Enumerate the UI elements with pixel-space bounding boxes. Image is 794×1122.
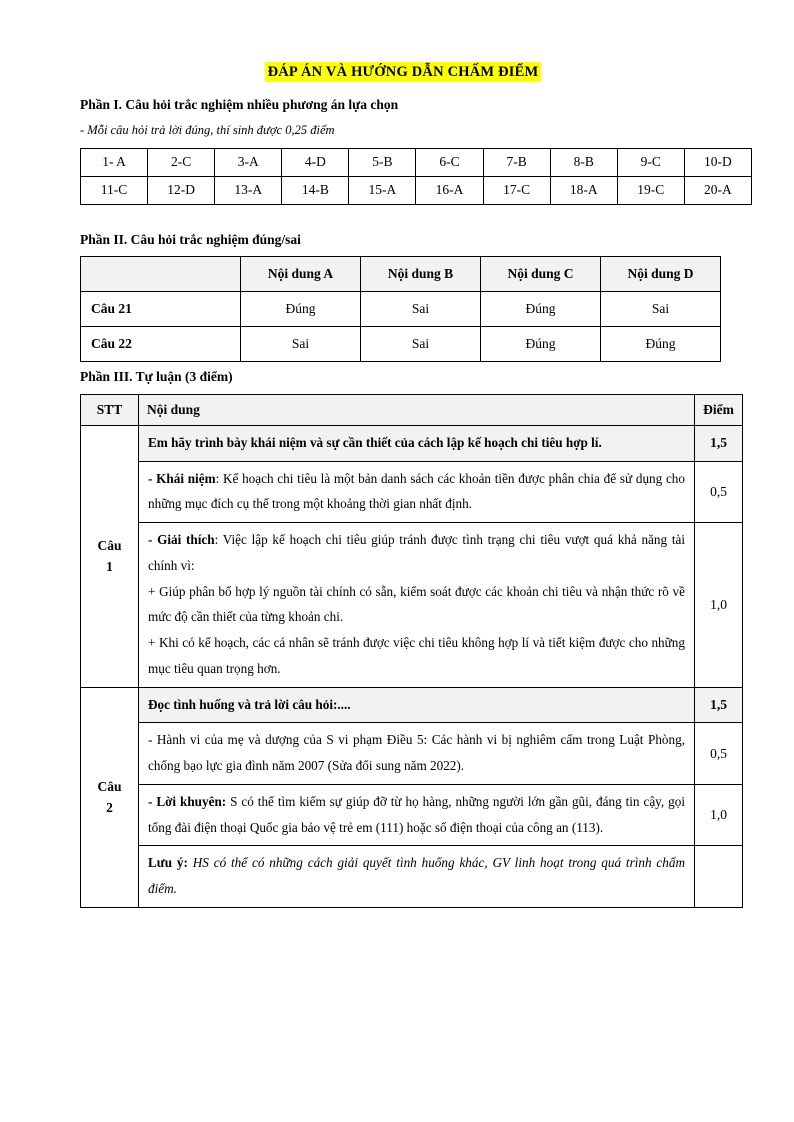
part3-rubric-table: [80, 394, 743, 908]
truefalse-cell: Sai: [241, 327, 361, 362]
answer-bullet-1: + Giúp phân bổ hợp lý nguồn tài chính có sẵn, kiểm soát được các khoản chi tiêu và nhận thức rõ về mức độ cần thiết của từng khoản chi.: [148, 583, 685, 625]
column-header-noi-dung-a: Nội dung A: [241, 257, 361, 292]
note-luu-y: [139, 846, 695, 907]
truefalse-cell: Sai: [361, 327, 481, 362]
truefalse-cell: Đúng: [241, 292, 361, 327]
column-header-noi-dung: Nội dung: [139, 395, 695, 426]
stt-label-line1: Câu: [97, 537, 122, 553]
column-header-diem: Điểm: [695, 395, 743, 426]
answer-cell: 2-C: [148, 148, 215, 176]
answer-cell: 17-C: [483, 176, 550, 204]
answer-paragraph: [148, 466, 685, 517]
answer-cell: 6-C: [416, 148, 483, 176]
answer-cell: 5-B: [349, 148, 416, 176]
table-row: [81, 327, 721, 362]
table-row: [81, 723, 743, 784]
answer-khai-niem: [139, 461, 695, 522]
answer-text-loi-khuyen: S có thể tìm kiếm sự giúp đỡ từ họ hàng, những người lớn gần gũi, đáng tin cậy, gọi tổng đài điện thoại Quốc gia bảo vệ trẻ em (111) hoặc số điện thoại của công an (113).: [148, 793, 685, 835]
truefalse-cell: Đúng: [481, 292, 601, 327]
column-header-noi-dung-d: Nội dung D: [601, 257, 721, 292]
table-row: [81, 426, 743, 462]
truefalse-cell: Sai: [601, 292, 721, 327]
answer-text-giai-thich: : Việc lập kế hoạch chi tiêu giúp tránh được tình trạng chi tiêu vượt quá khả năng tài chính vì:: [148, 532, 685, 573]
score-cell: 1,5: [695, 687, 743, 723]
stt-label-line2: 1: [106, 559, 113, 575]
answer-cell: 7-B: [483, 148, 550, 176]
answer-bullet-2: + Khi có kế hoạch, các cá nhân sẽ tránh được việc chi tiêu không hợp lí và tiết kiệm được cho những mục tiêu quan trọng hơn.: [148, 635, 685, 676]
part1-answers-table: [80, 148, 752, 205]
note-label-luu-y: Lưu ý:: [148, 855, 188, 871]
answer-cell: 12-D: [148, 176, 215, 204]
table-row: [81, 148, 752, 176]
answer-cell: 1- A: [81, 148, 148, 176]
truefalse-cell: Đúng: [481, 327, 601, 362]
truefalse-cell: Sai: [361, 292, 481, 327]
column-header-noi-dung-c: Nội dung C: [481, 257, 601, 292]
answer-cell: 18-A: [550, 176, 617, 204]
table-header-row: [81, 257, 721, 292]
table-header-row: [81, 395, 743, 426]
part2-heading: Phần II. Câu hỏi trắc nghiệm đúng/sai: [80, 231, 301, 247]
part2-truefalse-table: [80, 256, 721, 362]
answer-cell: 9-C: [617, 148, 684, 176]
truefalse-cell: Đúng: [601, 327, 721, 362]
answer-cell: 16-A: [416, 176, 483, 204]
score-cell: 1,0: [695, 784, 743, 845]
question-prompt-cau-1: Em hãy trình bày khái niệm và sự cần thiết của cách lập kế hoạch chi tiêu hợp lí.: [139, 426, 695, 462]
column-header-blank: [81, 257, 241, 292]
answer-text-khai-niem: : Kế hoạch chi tiêu là một bản danh sách các khoản tiền được phân chia để sử dụng cho những mục đích cụ thể trong một khoảng thời gian nhất định.: [148, 470, 685, 512]
stt-label-line1: Câu: [97, 778, 122, 794]
row-label-cau-22: Câu 22: [81, 327, 241, 362]
score-cell: 1,0: [695, 523, 743, 687]
answer-cell: 19-C: [617, 176, 684, 204]
table-row: [81, 784, 743, 845]
table-row: [81, 846, 743, 907]
stt-cell-cau-1: [81, 426, 139, 688]
answer-hanh-vi: - Hành vi của mẹ và dượng của S vi phạm Điều 5: Các hành vi bị nghiêm cấm trong Luật Phòng, chống bạo lực gia đình năm 2007 (Sửa đổi sung năm 2022).: [139, 723, 695, 784]
score-cell: 1,5: [695, 426, 743, 462]
answer-cell: 13-A: [215, 176, 282, 204]
document-title-wrap: [72, 62, 734, 82]
stt-cell-cau-2: [81, 687, 139, 907]
answer-loi-khuyen: [139, 784, 695, 845]
answer-label-giai-thich: - Giải thích: [148, 532, 215, 548]
answer-paragraph: [148, 850, 685, 901]
table-row: [81, 687, 743, 723]
part3-heading: Phần III. Tự luận (3 điểm): [80, 369, 233, 385]
question-prompt-cau-2: Đọc tình huống và trả lời câu hỏi:....: [139, 687, 695, 723]
row-label-cau-21: Câu 21: [81, 292, 241, 327]
answer-cell: 20-A: [684, 176, 751, 204]
table-row: [81, 523, 743, 687]
answer-label-loi-khuyen: - Lời khuyên:: [148, 793, 227, 809]
table-row: [81, 461, 743, 522]
answer-paragraph: [148, 527, 685, 578]
answer-cell: 14-B: [282, 176, 349, 204]
answer-paragraph: [148, 789, 685, 840]
score-cell: 0,5: [695, 461, 743, 522]
part1-heading: Phần I. Câu hỏi trắc nghiệm nhiều phương án lựa chọn: [80, 97, 399, 113]
answer-cell: 4-D: [282, 148, 349, 176]
answer-label-khai-niem: - Khái niệm: [148, 470, 216, 486]
stt-label-line2: 2: [106, 800, 113, 816]
answer-cell: 10-D: [684, 148, 751, 176]
note-text-luu-y: HS có thể có những cách giải quyết tình huống khác, GV linh hoạt trong quá trình chấm điểm.: [148, 855, 685, 897]
answer-giai-thich: [139, 523, 695, 687]
answer-cell: 11-C: [81, 176, 148, 204]
score-cell: 0,5: [695, 723, 743, 784]
column-header-noi-dung-b: Nội dung B: [361, 257, 481, 292]
answer-cell: 8-B: [550, 148, 617, 176]
table-row: [81, 292, 721, 327]
section-spacer: [72, 205, 734, 231]
answer-cell: 3-A: [215, 148, 282, 176]
column-header-stt: STT: [81, 395, 139, 426]
document-title: ĐÁP ÁN VÀ HƯỚNG DẪN CHẤM ĐIỂM: [265, 62, 542, 82]
part1-note: - Mỗi câu hỏi trả lời đúng, thí sinh được 0,25 điểm: [80, 122, 335, 137]
score-cell: [695, 846, 743, 907]
table-row: [81, 176, 752, 204]
answer-cell: 15-A: [349, 176, 416, 204]
